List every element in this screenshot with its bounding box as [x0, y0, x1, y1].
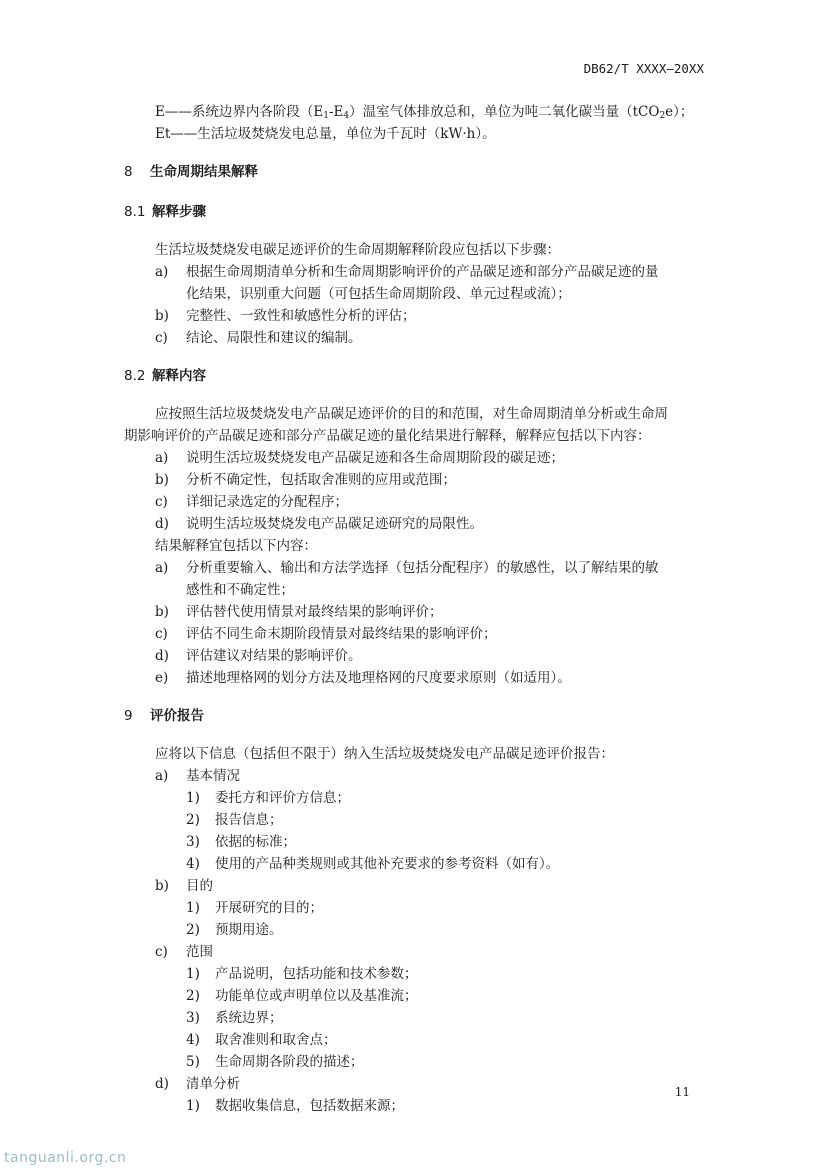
sub-item: 开展研究的目的； [215, 900, 323, 916]
list-marker: c) [155, 494, 168, 510]
definition-e: E——系统边界内各阶段$(E_1-E_4)$温室气体排放总和，单位为吨二氧化碳当量（tCO$_2$e）； [155, 104, 694, 121]
sub-marker: 1) [186, 1098, 200, 1114]
section-8-1-intro: 生活垃圾焚烧发电碳足迹评价的生命周期解释阶段应包括以下步骤： [155, 242, 560, 258]
section-8-title: 生命周期结果解释 [150, 164, 258, 180]
section-8-2-intro: 应按照生活垃圾焚烧发电产品碳足迹评价的目的和范围，对生命周期清单分析或生命周 [155, 406, 668, 422]
list-marker: b) [155, 308, 169, 324]
sub-item: 预期用途。 [215, 922, 283, 938]
list-item: 评估建议对结果的影响评价。 [186, 648, 362, 664]
section-8-1-number: 8.1 [124, 204, 146, 220]
sub-item: 依据的标准； [215, 834, 296, 850]
list-item: 完整性、一致性和敏感性分析的评估； [186, 308, 416, 324]
list-marker: a) [155, 450, 169, 466]
sub-item: 产品说明，包括功能和技术参数； [215, 966, 418, 982]
section-8-1-title: 解释步骤 [152, 204, 206, 220]
sub-marker: 4) [186, 856, 200, 872]
sub-item: 委托方和评价方信息； [215, 790, 350, 806]
sub-marker: 1) [186, 900, 200, 916]
sub-marker: 5) [186, 1054, 200, 1070]
section-9-number: 9 [124, 708, 133, 724]
sub-marker: 3) [186, 1010, 200, 1026]
group-label: 范围 [186, 944, 213, 960]
sub-marker: 1) [186, 966, 200, 982]
watermark: tanguanli.org.cn [4, 1150, 127, 1166]
section-9-intro: 应将以下信息（包括但不限于）纳入生活垃圾焚烧发电产品碳足迹评价报告： [155, 746, 614, 762]
list-marker: c) [155, 626, 168, 642]
definition-et: Et——生活垃圾焚烧发电总量，单位为千瓦时（kW·h）。 [155, 126, 496, 142]
sub-item: 使用的产品种类规则或其他补充要求的参考资料（如有）。 [215, 856, 560, 872]
list-item: 分析重要输入、输出和方法学选择（包括分配程序）的敏感性，以了解结果的敏 [186, 560, 659, 576]
list-item: 分析不确定性，包括取舍准则的应用或范围； [186, 472, 456, 488]
sub-item: 生命周期各阶段的描述； [215, 1054, 364, 1070]
list-item: 评估不同生命末期阶段情景对最终结果的影响评价； [186, 626, 497, 642]
list-marker: d) [155, 516, 169, 532]
list-item: 评估替代使用情景对最终结果的影响评价； [186, 604, 443, 620]
list-item: 说明生活垃圾焚烧发电产品碳足迹和各生命周期阶段的碳足迹； [186, 450, 564, 466]
list-item: 说明生活垃圾焚烧发电产品碳足迹研究的局限性。 [186, 516, 483, 532]
sub-marker: 4) [186, 1032, 200, 1048]
page-number: 11 [674, 1085, 690, 1099]
list-item: 根据生命周期清单分析和生命周期影响评价的产品碳足迹和部分产品碳足迹的量 [186, 264, 659, 280]
section-8-2-number: 8.2 [124, 368, 146, 384]
list-marker: a) [155, 560, 169, 576]
result-intro: 结果解释宜包括以下内容： [155, 538, 317, 554]
sub-marker: 2) [186, 922, 200, 938]
list-marker: b) [155, 472, 169, 488]
sub-marker: 3) [186, 834, 200, 850]
sub-item: 报告信息； [215, 812, 283, 828]
section-8-number: 8 [124, 164, 133, 180]
list-marker: a) [155, 768, 169, 784]
list-marker: c) [155, 944, 168, 960]
list-marker: d) [155, 1076, 169, 1092]
sub-marker: 2) [186, 812, 200, 828]
group-label: 清单分析 [186, 1076, 240, 1092]
sub-marker: 1) [186, 790, 200, 806]
section-8-2-intro-cont: 期影响评价的产品碳足迹和部分产品碳足迹的量化结果进行解释，解释应包括以下内容： [124, 428, 651, 444]
list-marker: b) [155, 604, 169, 620]
sub-item: 数据收集信息，包括数据来源； [215, 1098, 404, 1114]
list-item: 结论、局限性和建议的编制。 [186, 330, 362, 346]
list-item-cont: 感性和不确定性； [186, 582, 294, 598]
sub-item: 功能单位或声明单位以及基准流； [215, 988, 418, 1004]
sub-item: 取舍准则和取舍点； [215, 1032, 337, 1048]
list-marker: b) [155, 878, 169, 894]
list-item: 描述地理格网的划分方法及地理格网的尺度要求原则（如适用）。 [186, 670, 571, 686]
sub-item: 系统边界； [215, 1010, 283, 1026]
group-label: 基本情况 [186, 768, 240, 784]
list-marker: c) [155, 330, 168, 346]
list-marker: d) [155, 648, 169, 664]
section-9-title: 评价报告 [150, 708, 204, 724]
section-8-2-title: 解释内容 [152, 368, 206, 384]
document-code: DB62/T XXXX—20XX [583, 61, 704, 76]
sub-marker: 2) [186, 988, 200, 1004]
list-item-cont: 化结果，识别重大问题（可包括生命周期阶段、单元过程或流）； [186, 286, 571, 302]
list-item: 详细记录选定的分配程序； [186, 494, 348, 510]
list-marker: a) [155, 264, 169, 280]
group-label: 目的 [186, 878, 213, 894]
list-marker: e) [155, 670, 169, 686]
